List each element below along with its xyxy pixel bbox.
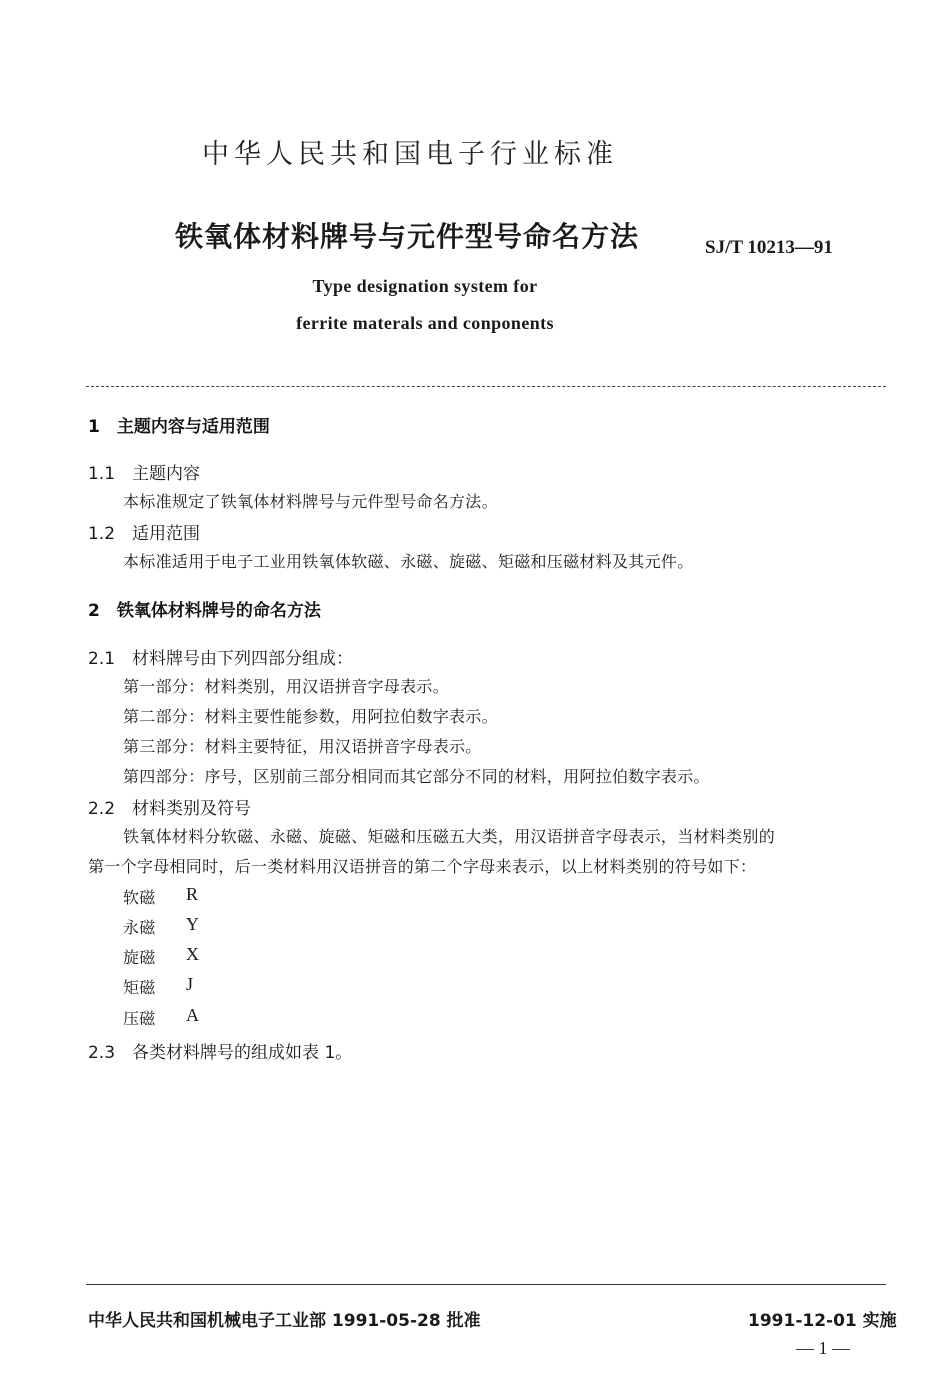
section-2-1-part-2: 第二部分：材料主要性能参数，用阿拉伯数字表示。 (123, 707, 498, 726)
english-title-line-1: Type designation system for (312, 276, 538, 296)
standard-number (705, 237, 833, 259)
category-name-piezomagnetic: 压磁 (123, 1009, 156, 1028)
section-2-1-part-4: 第四部分：序号，区别前三部分相同而其它部分不同的材料，用阿拉伯数字表示。 (123, 767, 710, 786)
section-1-2-heading: 1.2 适用范围 (88, 524, 201, 544)
header-divider (86, 386, 886, 387)
effective-date: 1991-12-01 实施 (748, 1311, 897, 1331)
category-name-soft: 软磁 (123, 888, 156, 907)
section-2-1-part-1: 第一部分：材料类别，用汉语拼音字母表示。 (123, 677, 450, 696)
category-symbol-permanent: Y (186, 914, 199, 934)
section-1-heading: 1 主题内容与适用范围 (88, 417, 270, 437)
standard-number-text: SJ/T 10213—91 (705, 237, 833, 258)
issuing-organization: 中华人民共和国电子行业标准 (202, 139, 618, 170)
page-number: — 1 — (796, 1338, 850, 1358)
category-name-permanent: 永磁 (123, 918, 156, 937)
section-2-2-heading: 2.2 材料类别及符号 (88, 799, 252, 819)
footer-divider (86, 1284, 886, 1285)
section-2-3-heading: 2.3 各类材料牌号的组成如表 1。 (88, 1043, 353, 1063)
category-symbol-gyromagnetic: X (186, 944, 199, 964)
english-title-line-2: ferrite materals and conponents (296, 313, 554, 333)
section-2-heading: 2 铁氧体材料牌号的命名方法 (88, 601, 321, 621)
section-1-1-text: 本标准规定了铁氧体材料牌号与元件型号命名方法。 (123, 492, 498, 511)
section-2-2-paragraph-line-2: 第一个字母相同时，后一类材料用汉语拼音的第二个字母来表示，以上材料类别的符号如下： (88, 857, 757, 876)
section-2-1-part-3: 第三部分：材料主要特征，用汉语拼音字母表示。 (123, 737, 482, 756)
category-symbol-piezomagnetic: A (186, 1005, 199, 1025)
category-name-rectangular: 矩磁 (123, 978, 156, 997)
approval-note: 中华人民共和国机械电子工业部 1991-05-28 批准 (88, 1311, 481, 1331)
category-symbol-soft: R (186, 884, 199, 904)
document-title: 铁氧体材料牌号与元件型号命名方法 (175, 220, 640, 253)
category-name-gyromagnetic: 旋磁 (123, 948, 156, 967)
section-1-2-text: 本标准适用于电子工业用铁氧体软磁、永磁、旋磁、矩磁和压磁材料及其元件。 (123, 552, 694, 571)
section-1-1-heading: 1.1 主题内容 (88, 464, 201, 484)
category-symbol-rectangular: J (186, 974, 194, 994)
section-2-1-heading: 2.1 材料牌号由下列四部分组成： (88, 649, 354, 669)
section-2-2-paragraph-line-1: 铁氧体材料分软磁、永磁、旋磁、矩磁和压磁五大类，用汉语拼音字母表示，当材料类别的 (123, 827, 776, 846)
